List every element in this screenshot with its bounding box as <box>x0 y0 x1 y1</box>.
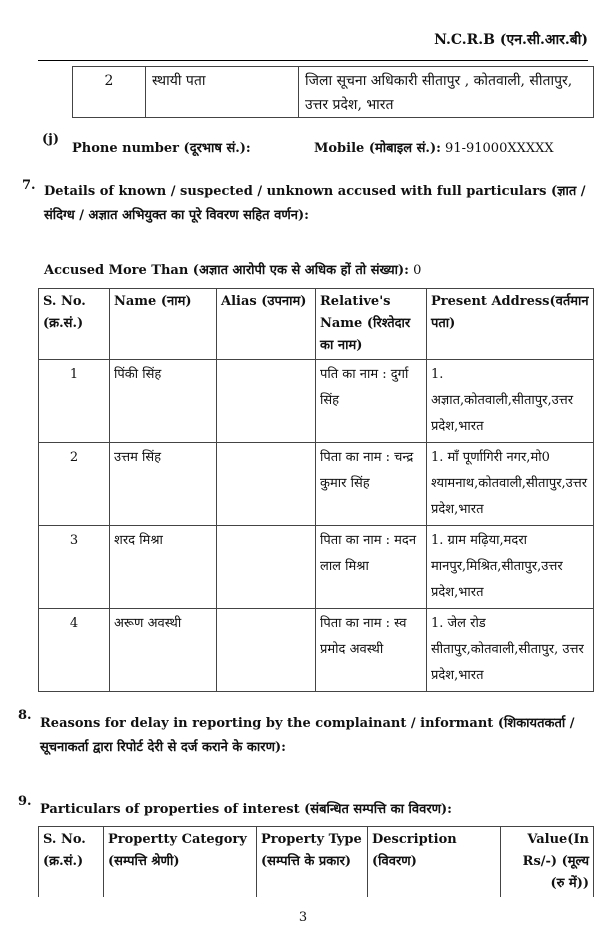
accused-relative: पिता का नाम : मदन लाल मिश्रा <box>316 526 427 609</box>
phone-item-label: (j) <box>42 132 60 147</box>
section-7-title: Details of known / suspected / unknown accused with full particulars (ज्ञात / संदिग्ध / अज्ञात अभियुक्त का पूरे विवरण सहित वर्णन): <box>44 184 586 223</box>
column-header: Property Type (सम्पत्ति के प्रकार) <box>257 827 368 898</box>
column-header: Alias (उपनाम) <box>217 289 316 360</box>
section-9-title: Particulars of properties of interest (संबन्धित सम्पत्ति का विवरण): <box>40 802 452 817</box>
accused-name: पिंकी सिंह <box>110 360 217 443</box>
column-header: S. No. (क्र.सं.) <box>39 289 110 360</box>
table-row <box>73 67 594 118</box>
address-type: स्थायी पता <box>146 67 299 118</box>
accused-address: 1. अज्ञात,कोतवाली,सीतापुर,उत्तर प्रदेश,भारत <box>427 360 594 443</box>
accused-alias <box>217 526 316 609</box>
column-header: Relative's Name (रिश्तेदार का नाम) <box>316 289 427 360</box>
section-7-number: 7. <box>22 178 36 193</box>
header-rule <box>38 60 588 61</box>
table-row <box>39 360 594 443</box>
accused-sno: 2 <box>39 443 110 526</box>
accused-sno: 1 <box>39 360 110 443</box>
accused-address: 1. माँ पूर्णागिरी नगर,मो0 श्यामनाथ,कोतवाली,सीतापुर,उत्तर प्रदेश,भारत <box>427 443 594 526</box>
page-number: 3 <box>298 910 308 925</box>
accused-sno: 4 <box>39 609 110 692</box>
accused-more-value: 0 <box>413 263 422 278</box>
column-header: Description (विवरण) <box>368 827 501 898</box>
accused-name: अरूण अवस्थी <box>110 609 217 692</box>
accused-name: शरद मिश्रा <box>110 526 217 609</box>
address-table <box>72 66 594 118</box>
column-header: S. No. (क्र.सं.) <box>39 827 104 898</box>
accused-more-label: Accused More Than (अज्ञात आरोपी एक से अधिक हों तो संख्या): <box>44 263 409 278</box>
accused-alias <box>217 360 316 443</box>
accused-name: उत्तम सिंह <box>110 443 217 526</box>
table-row <box>39 526 594 609</box>
accused-address: 1. ग्राम मढ़िया,मदरा मानपुर,मिश्रित,सीतापुर,उत्तर प्रदेश,भारत <box>427 526 594 609</box>
mobile-value: 91-91000XXXXX <box>445 141 554 156</box>
column-header: Value(In Rs/-) (मूल्य (रु में)) <box>501 827 594 898</box>
phone-label: Phone number (दूरभाष सं.): <box>72 141 251 156</box>
column-header: Name (नाम) <box>110 289 217 360</box>
accused-alias <box>217 443 316 526</box>
address-value: जिला सूचना अधिकारी सीतापुर , कोतवाली, सीतापुर, उत्तर प्रदेश, भारत <box>299 67 594 118</box>
accused-sno: 3 <box>39 526 110 609</box>
accused-address: 1. जेल रोड सीतापुर,कोतवाली,सीतापुर, उत्तर प्रदेश,भारत <box>427 609 594 692</box>
property-table <box>38 826 594 897</box>
accused-table <box>38 288 594 692</box>
accused-relative: पिता का नाम : स्व प्रमोद अवस्थी <box>316 609 427 692</box>
section-9-number: 9. <box>18 794 32 809</box>
section-8-number: 8. <box>18 708 32 723</box>
accused-relative: पिता का नाम : चन्द्र कुमार सिंह <box>316 443 427 526</box>
section-8-title: Reasons for delay in reporting by the complainant / informant (शिकायतकर्ता / सूचनाकर्ता द्वारा रिपोर्ट देरी से दर्ज कराने के कारण): <box>40 716 575 755</box>
address-number: 2 <box>73 67 146 118</box>
ncrb-header: N.C.R.B (एन.सी.आर.बी) <box>434 32 588 48</box>
table-header-row <box>39 827 594 898</box>
accused-alias <box>217 609 316 692</box>
table-header-row <box>39 289 594 360</box>
mobile-label: Mobile (मोबाइल सं.): <box>314 141 441 156</box>
accused-relative: पति का नाम : दुर्गा सिंह <box>316 360 427 443</box>
table-row <box>39 443 594 526</box>
column-header: Propertty Category (सम्पत्ति श्रेणी) <box>104 827 257 898</box>
column-header: Present Address(वर्तमान पता) <box>427 289 594 360</box>
table-row <box>39 609 594 692</box>
